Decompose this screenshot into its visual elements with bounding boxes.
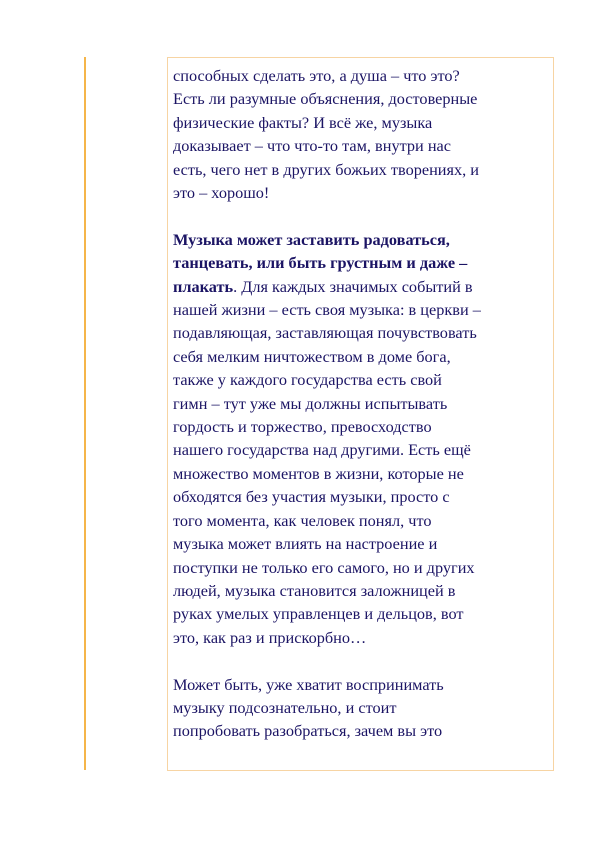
text-line bbox=[173, 158, 551, 181]
text-line bbox=[173, 556, 551, 579]
bold-text-run: танцевать, или быть грустным и даже – bbox=[173, 253, 468, 273]
text-line bbox=[173, 719, 551, 742]
text-line bbox=[173, 438, 551, 461]
text-line bbox=[173, 602, 551, 625]
left-margin-rule bbox=[84, 57, 86, 770]
text-run: Может быть, уже хватит воспринимать bbox=[173, 674, 444, 694]
text-line bbox=[173, 462, 551, 485]
text-column bbox=[173, 64, 551, 766]
text-line bbox=[173, 696, 551, 719]
text-line bbox=[173, 321, 551, 344]
text-run: физические факты? И всё же, музыка bbox=[173, 112, 433, 132]
text-run: это – хорошо! bbox=[173, 183, 270, 203]
text-run: гордость и торжество, превосходство bbox=[173, 417, 432, 437]
text-run: есть, чего нет в других божьих творениях, и bbox=[173, 159, 479, 179]
text-run: нашей жизни – есть своя музыка: в церкви – bbox=[173, 300, 481, 320]
text-run: попробовать разобраться, зачем вы это bbox=[173, 721, 443, 741]
text-line bbox=[173, 368, 551, 391]
text-line bbox=[173, 64, 551, 87]
bold-text-run: Музыка может заставить радоваться, bbox=[173, 229, 450, 249]
text-line bbox=[173, 532, 551, 555]
bold-text-run: плакать bbox=[173, 276, 234, 296]
text-run: руках умелых управленцев и дельцов, вот bbox=[173, 604, 464, 624]
text-run: нашего государства над другими. Есть ещё bbox=[173, 440, 471, 460]
text-run: того момента, как человек понял, что bbox=[173, 510, 432, 530]
paragraph bbox=[173, 64, 551, 204]
paragraph bbox=[173, 673, 551, 743]
text-run: также у каждого государства есть свой bbox=[173, 370, 442, 390]
text-run: гимн – тут уже мы должны испытывать bbox=[173, 393, 448, 413]
text-line bbox=[173, 298, 551, 321]
text-run: подавляющая, заставляющая почувствовать bbox=[173, 323, 477, 343]
text-line bbox=[173, 251, 551, 274]
text-run: музыку подсознательно, и стоит bbox=[173, 697, 397, 717]
text-run: поступки не только его самого, но и других bbox=[173, 557, 475, 577]
text-line bbox=[173, 415, 551, 438]
text-line bbox=[173, 134, 551, 157]
text-line bbox=[173, 579, 551, 602]
text-line bbox=[173, 392, 551, 415]
paragraph bbox=[173, 228, 551, 649]
text-run: себя мелким ничтожеством в доме бога, bbox=[173, 346, 451, 366]
text-line bbox=[173, 275, 551, 298]
text-line bbox=[173, 626, 551, 649]
text-run: музыка может влиять на настроение и bbox=[173, 534, 438, 554]
text-run: . Для каждых значимых событий в bbox=[233, 276, 473, 296]
text-line bbox=[173, 485, 551, 508]
text-run: Есть ли разумные объяснения, достоверные bbox=[173, 89, 478, 109]
text-line bbox=[173, 509, 551, 532]
text-line bbox=[173, 87, 551, 110]
text-run: людей, музыка становится заложницей в bbox=[173, 580, 456, 600]
text-run: способных сделать это, а душа – что это? bbox=[173, 66, 460, 85]
text-line bbox=[173, 228, 551, 251]
text-line bbox=[173, 673, 551, 696]
text-line bbox=[173, 181, 551, 204]
text-line bbox=[173, 111, 551, 134]
text-run: доказывает – что что-то там, внутри нас bbox=[173, 136, 451, 156]
text-run: множество моментов в жизни, которые не bbox=[173, 463, 464, 483]
text-run: это, как раз и прискорбно… bbox=[173, 627, 367, 647]
text-run: обходятся без участия музыки, просто с bbox=[173, 487, 450, 507]
text-line bbox=[173, 345, 551, 368]
